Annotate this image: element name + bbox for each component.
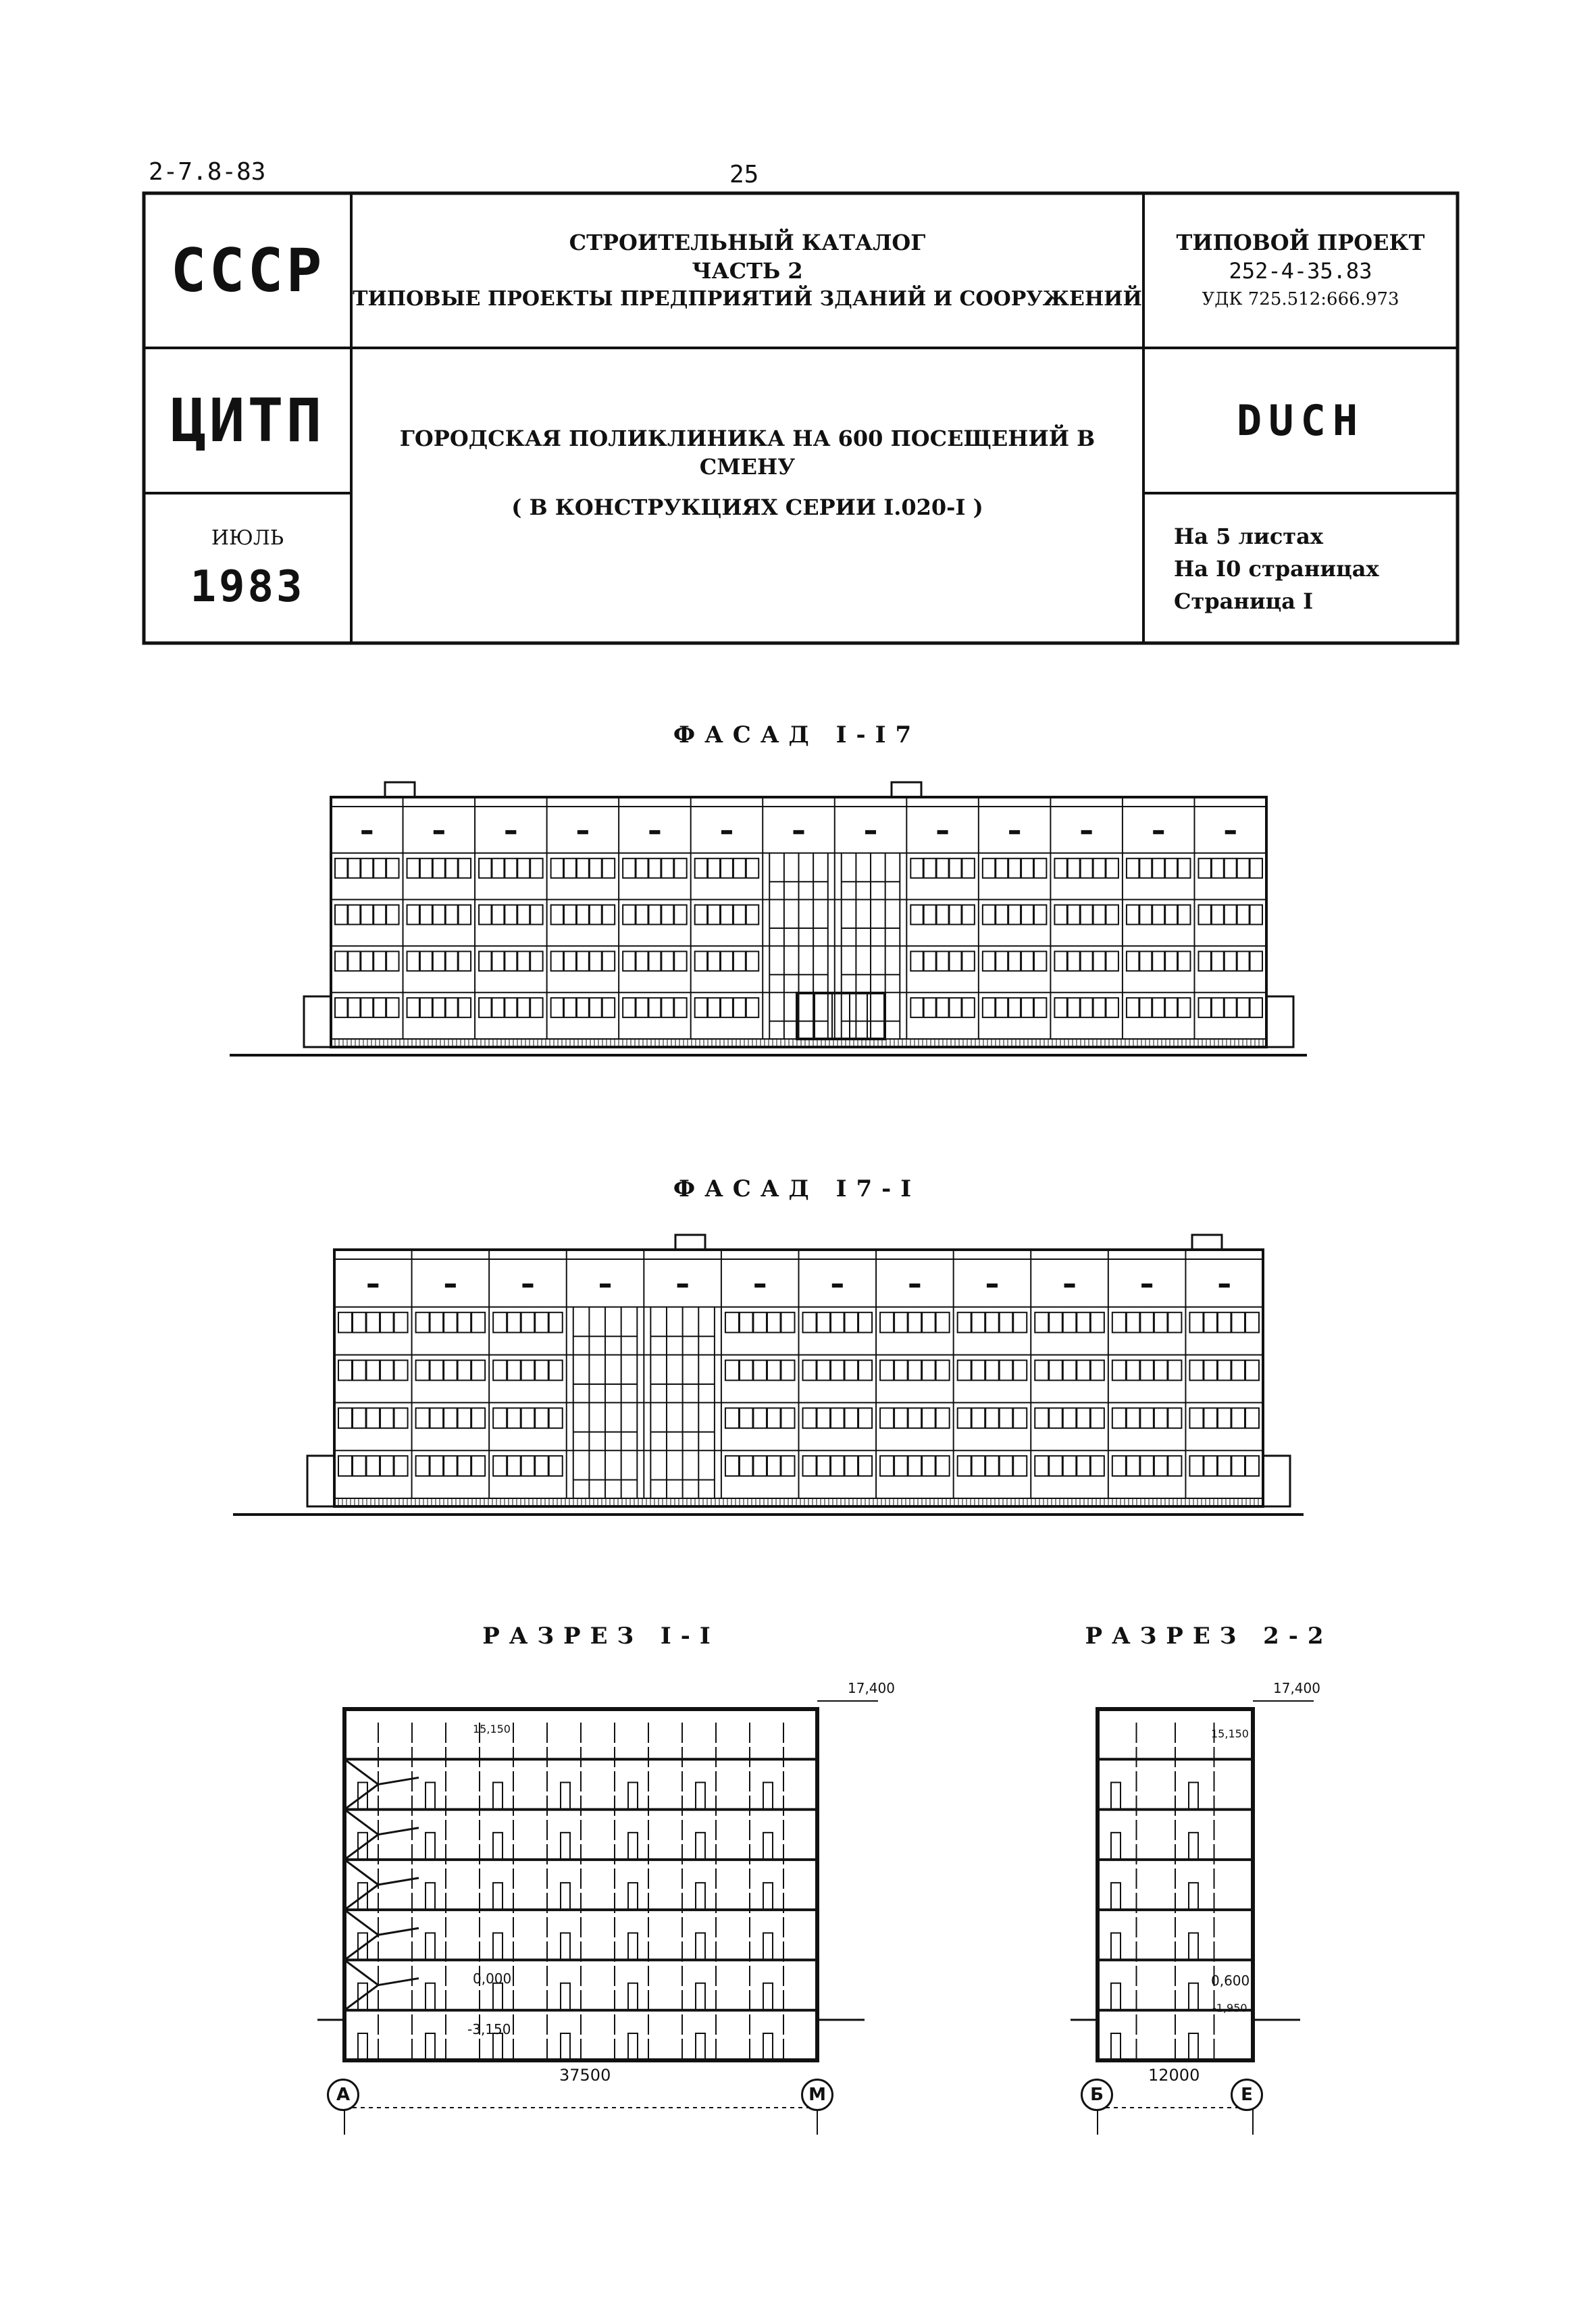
document-code: 2-7.8-83 xyxy=(149,158,266,186)
section-2-ground-level: 0,600 xyxy=(1211,1973,1250,1989)
section-1-title: РАЗРЕЗ I-I xyxy=(482,1623,720,1650)
month-label: ИЮЛЬ xyxy=(211,526,284,550)
section-1-drawing xyxy=(0,1669,946,2141)
sheet-info xyxy=(1174,520,1458,617)
page-number: 25 xyxy=(729,161,759,188)
facade-2-title: ФАСАД I7-I xyxy=(673,1175,921,1202)
section-1-width: 37500 xyxy=(559,2066,611,2085)
page-count: На I0 страницах xyxy=(1174,556,1379,582)
org-label: ЦИТП xyxy=(170,386,325,455)
udk-code: УДК 725.512:666.973 xyxy=(1202,288,1399,309)
catalog-line-1: СТРОИТЕЛЬНЫЙ КАТАЛОГ xyxy=(569,229,926,255)
section-2-top-level: 17,400 xyxy=(1273,1680,1320,1696)
section-2-title: РАЗРЕЗ 2-2 xyxy=(1085,1623,1333,1650)
section-1-axis-left: А xyxy=(327,2079,359,2111)
section-2-roof-level: 15,150 xyxy=(1211,1727,1249,1740)
section-1-axis-right: М xyxy=(801,2079,833,2111)
facade-2-drawing xyxy=(0,1209,1596,1533)
catalog-line-3: ТИПОВЫЕ ПРОЕКТЫ ПРЕДПРИЯТИЙ ЗДАНИЙ И СООРУЖЕНИЙ xyxy=(353,286,1142,311)
catalog-line-2: ЧАСТЬ 2 xyxy=(692,257,803,284)
project-title-block xyxy=(351,405,1143,540)
catalog-block xyxy=(351,193,1143,348)
project-code: DUCH xyxy=(1236,396,1365,445)
date-block xyxy=(144,493,351,643)
section-1-roof-level: 15,150 xyxy=(473,1723,511,1735)
section-1-basement-level: -3,150 xyxy=(467,2021,511,2037)
facade-1-title: ФАСАД I-I7 xyxy=(673,721,921,748)
section-2-width: 12000 xyxy=(1148,2066,1200,2085)
project-number-block xyxy=(1143,193,1458,348)
section-2-axis-right: Е xyxy=(1231,2079,1263,2111)
section-2-axis-left: Б xyxy=(1081,2079,1113,2111)
section-2-drawing xyxy=(946,1669,1596,2141)
section-1-ground-level: 0,000 xyxy=(473,1971,512,1987)
section-1-top-level: 17,400 xyxy=(848,1680,895,1696)
country-label: СССР xyxy=(170,236,325,305)
section-2-basement-level: -1,950 xyxy=(1212,2002,1247,2014)
project-title-line-1: ГОРОДСКАЯ ПОЛИКЛИНИКА НА 600 ПОСЕЩЕНИЙ В СМЕНУ xyxy=(399,426,1096,480)
project-title-line-2: ( В КОНСТРУКЦИЯХ СЕРИИ I.020-I ) xyxy=(511,494,983,520)
current-page: Страница I xyxy=(1174,588,1314,614)
facade-1-drawing xyxy=(0,757,1596,1074)
year-label: 1983 xyxy=(190,562,305,612)
project-label: ТИПОВОЙ ПРОЕКТ xyxy=(1176,229,1425,255)
sheet-count: На 5 листах xyxy=(1174,524,1323,549)
project-number: 252-4-35.83 xyxy=(1229,257,1372,284)
